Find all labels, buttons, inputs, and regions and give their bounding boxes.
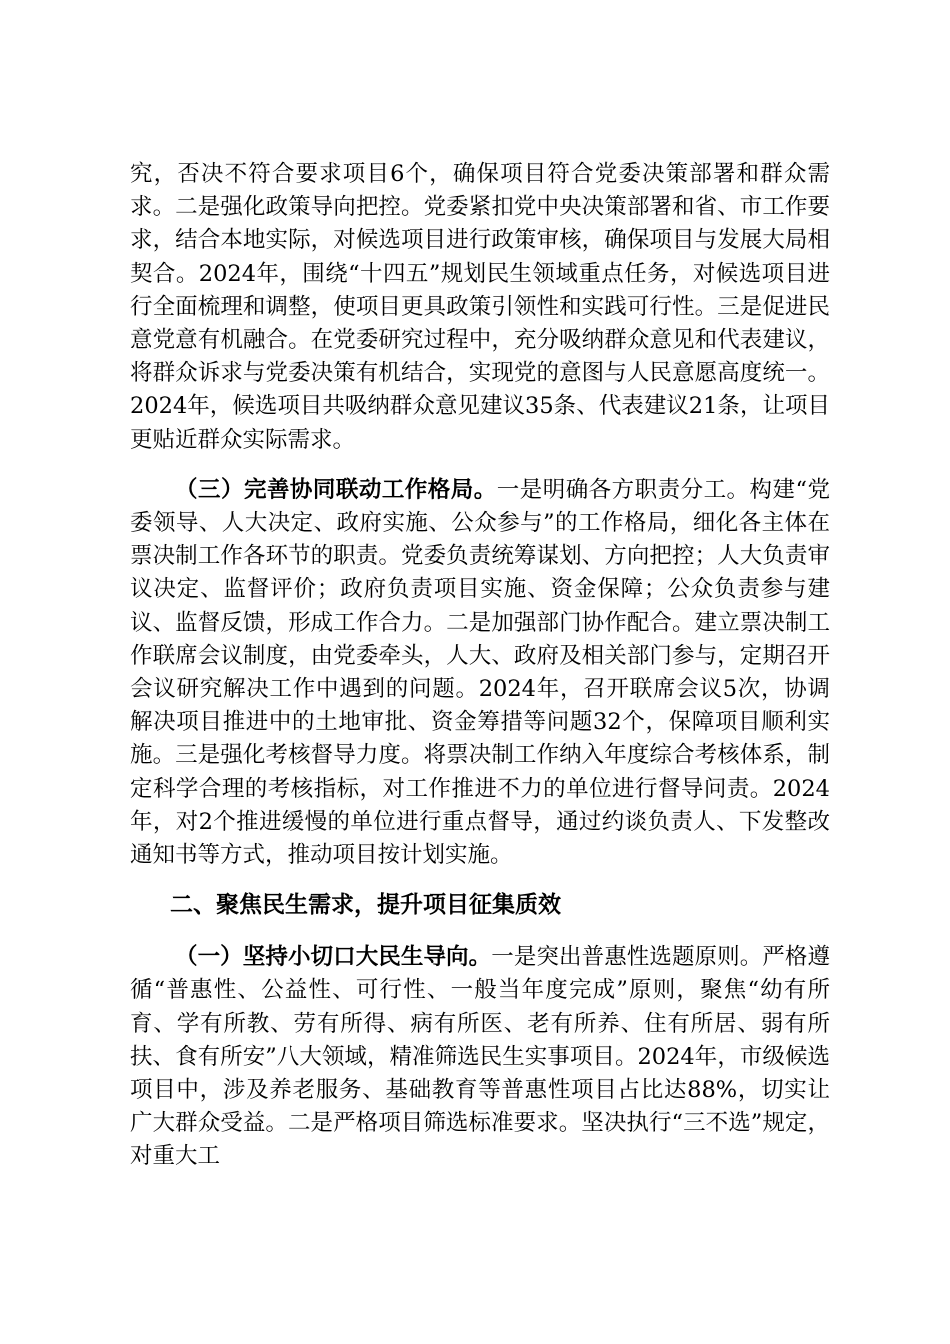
paragraph-livelihood: [130, 941, 830, 1173]
paragraph-lead-heading: （一）坚持小切口大民生导向。: [175, 944, 492, 971]
paragraph-body: 一是明确各方职责分工。构建“党委领导、人大决定、政府实施、公众参与”的工作格局，细化各主体在票决制工作各环节的职责。党委负责统筹谋划、方向把控；人大负责审议决定、监督评价；政府负责项目实施、资金保障；公众负责参与建议、监督反馈，形成工作合力。二是加强部门协作配合。建立票决制工作联席会议制度，由党委牵头，人大、政府及相关部门参与，定期召开会议研究解决工作中遇到的问题。2024年，召开联席会议5次，协调解决项目推进中的土地审批、资金筹措等问题32个，保障项目顺利实施。三是强化考核督导力度。将票决制工作纳入年度综合考核体系，制定科学合理的考核指标，对工作推进不力的单位进行督导问责。2024年，对2个推进缓慢的单位进行重点督导，通过约谈负责人、下发整改通知书等方式，推动项目按计划实施。: [130, 476, 830, 869]
paragraph-continuation: 究，否决不符合要求项目6个，确保项目符合党委决策部署和群众需求。二是强化政策导向把控。党委紧扣党中央决策部署和省、市工作要求，结合本地实际，对候选项目进行政策审核，确保项目与发展大局相契合。2024年，围绕“十四五”规划民生领域重点任务，对候选项目进行全面梳理和调整，使项目更具政策引领性和实践可行性。三是促进民意党意有机融合。在党委研究过程中，充分吸纳群众意见和代表建议，将群众诉求与党委决策有机结合，实现党的意图与人民意愿高度统一。2024年，候选项目共吸纳群众意见建议35条、代表建议21条，让项目更贴近群众实际需求。: [130, 161, 830, 453]
paragraph-lead-heading: （三）完善协同联动工作格局。: [175, 476, 497, 503]
paragraph-body: 一是突出普惠性选题原则。严格遵循“普惠性、公益性、可行性、一般当年度完成”原则，聚焦“幼有所育、学有所教、劳有所得、病有所医、老有所养、住有所居、弱有所扶、食有所安”八大领域，精准筛选民生实事项目。2024年，市级候选项目中，涉及养老服务、基础教育等普惠性项目占比达88%，切实让广大群众受益。二是严格项目筛选标准要求。坚决执行“三不选”规定，对重大工: [130, 944, 830, 1170]
section-heading: 二、聚焦民生需求，提升项目征集质效: [170, 892, 561, 919]
paragraph-coordination: [130, 474, 830, 872]
document-page: [130, 158, 830, 1174]
